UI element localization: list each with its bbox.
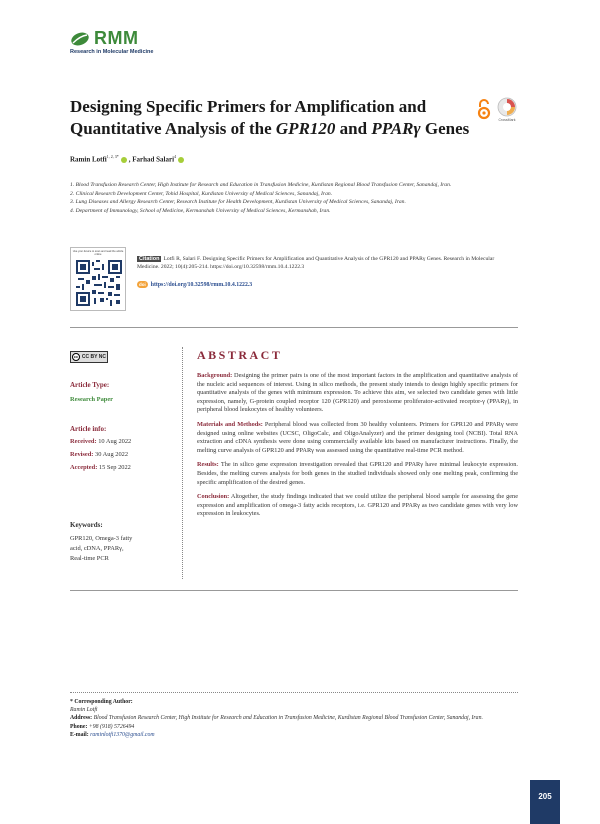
orcid-icon[interactable]	[121, 157, 127, 163]
affiliation: 2. Clinical Research Development Center, Tohid Hospital, Kurdistan University of Medical Sciences, Sanandaj, Iran.	[70, 190, 333, 197]
corr-email: E-mail: raminlotfi1370@gmail.com	[70, 731, 155, 738]
corr-phone: Phone: +98 (918) 5726494	[70, 723, 135, 730]
author-name: Ramin Lotfi	[70, 155, 107, 164]
affiliation: 1. Blood Transfusion Research Center, High Institute for Research and Education in Transfusion Medicine, Kurdistan Regional Blood Transfusion Center, Sanandaj, Iran.	[70, 182, 452, 188]
qr-code-box[interactable]	[70, 247, 126, 311]
creative-commons-icon: cc	[73, 354, 79, 359]
citation-block	[137, 255, 517, 271]
rmm-leaf-icon	[70, 30, 90, 48]
corresponding-author	[70, 698, 520, 739]
abstract-body	[197, 372, 518, 525]
article-title: Designing Specific Primers for Amplification and Quantitative Analysis of the GPR120 and PPARγ Genes	[70, 97, 470, 138]
logo-text: RMM	[94, 28, 139, 48]
affiliations	[70, 181, 530, 215]
orcid-icon[interactable]	[178, 157, 184, 163]
page-number-tab	[530, 780, 560, 824]
abstract-background: Background: Designing the primer pairs is one of the most important factors in the amplification and quantitative analysis of the nucleic acid sequences of interest. Using in silico methods, the present study intends to design highly specific primers for quantitative analysis of the genes with minimum expression. To achieve this aim, we selected two candidate genes with little expression, namely, G-protein coupled receptor 120 (GPR120) and peroxisome proliferator-activated receptor-γ (PPARγ), in peripheral blood leukocytes of healthy volunteers.	[197, 372, 518, 414]
divider	[70, 327, 518, 328]
email-link[interactable]: raminlotfi1370@gmail.com	[88, 731, 155, 738]
doi-link[interactable]: https://doi.org/10.32598/rmm.10.4.1222.3	[150, 282, 253, 288]
citation-tag: Citation	[139, 256, 160, 262]
corr-heading: * Corresponding Author:	[70, 699, 133, 705]
keywords-line: Real-time PCR	[70, 555, 109, 562]
qr-label: Use your device to scan and read the article online	[72, 250, 124, 257]
article-type-block	[70, 380, 113, 405]
qr-code-icon	[76, 260, 122, 306]
abstract-methods: Materials and Methods: Peripheral blood was collected from 30 healthy volunteers. Primers for GPR120 and PPARγ were designed using online websites (UCSC, OligoCalc, and OligoAnalyzer) and the primer designing tool (NCBI). Total RNA extraction and cDNA synthesis were done using commercially available kits based on manufacturer instructions. Finally, the melting curve analysis of GPR120 and PPARγ was assessed using the quantitative real-time PCR method.	[197, 420, 518, 454]
citation-text: Lotfi R, Salari F. Designing Specific Primers for Amplification and Quantitative Analysis of the GPR120 and PPARγ Genes. Research in Molecular Medicine. 2022; 10(4):205-214. https://doi.org/10.32598/rmm.10.4.1222.3	[137, 256, 495, 270]
open-access-icon[interactable]	[476, 98, 492, 120]
author-list: Ramin Lotfi$^{1, 2, 3*}$ , Farhad Salari$^4$	[70, 154, 186, 163]
corr-name: Ramin Lotfi	[70, 707, 98, 714]
article-type-value: Research Paper	[70, 396, 114, 403]
page-number: 205	[538, 792, 552, 801]
abstract-results: Results: The in silico gene expression investigation revealed that GPR120 and PPARγ have minimal leukocyte expression. Besides, the melting curves analysis for both genes in the studied individuals showed only one melting peak, confirming the specific amplification of the desired genes.	[197, 461, 518, 486]
keywords-line: GPR120, Omega-3 fatty	[70, 535, 133, 542]
abstract-conclusion: Conclusion: Altogether, the study findings indicated that we could utilize the peripheral blood sample for assessing the gene expression and amplification of omega-3 fatty acids receptors, i.e. GPR120 and PPARγ as two candidate genes with very low expression in leukocytes.	[197, 493, 518, 518]
abstract-heading: ABSTRACT	[197, 348, 283, 362]
doi-line[interactable]	[137, 281, 252, 288]
author-name: Farhad Salari	[132, 155, 175, 164]
received-date: Received: 10 Aug 2022	[70, 438, 132, 445]
divider	[70, 590, 518, 591]
logo-subtitle: Research in Molecular Medicine	[70, 49, 154, 55]
article-info-block	[70, 424, 131, 473]
keywords-line: acid, cDNA, PPARγ,	[70, 545, 124, 552]
affiliation: 3. Lung Diseases and Allergy Research Center, Research Institute for Health Development, Kurdistan University of Medical Sciences, Sanandaj, Iran.	[70, 199, 406, 206]
cc-license-badge[interactable]: cc CC BY NC	[70, 351, 108, 363]
accepted-date: Accepted: 15 Sep 2022	[70, 464, 131, 471]
corr-address: Address: Blood Transfusion Research Center, High Institute for Research and Education in Transfusion Medicine, Kurdistan Regional Blood Transfusion Center, Sanandaj, Iran.	[70, 715, 483, 722]
doi-icon: doi	[139, 282, 146, 287]
divider	[70, 692, 518, 693]
revised-date: Revised: 30 Aug 2022	[70, 451, 129, 458]
journal-logo	[70, 28, 190, 54]
affiliation: 4. Department of Immunology, School of Medicine, Kermanshah University of Medical Sciences, Kermanshah, Iran.	[70, 207, 331, 214]
svg-text:CrossMark: CrossMark	[498, 118, 516, 122]
crossmark-icon[interactable]	[496, 97, 518, 123]
keywords-label: Keywords:	[70, 521, 103, 529]
column-divider	[182, 347, 183, 579]
article-type-label: Article Type:	[70, 381, 110, 389]
article-info-label: Article info:	[70, 425, 107, 433]
keywords-block	[70, 520, 132, 564]
